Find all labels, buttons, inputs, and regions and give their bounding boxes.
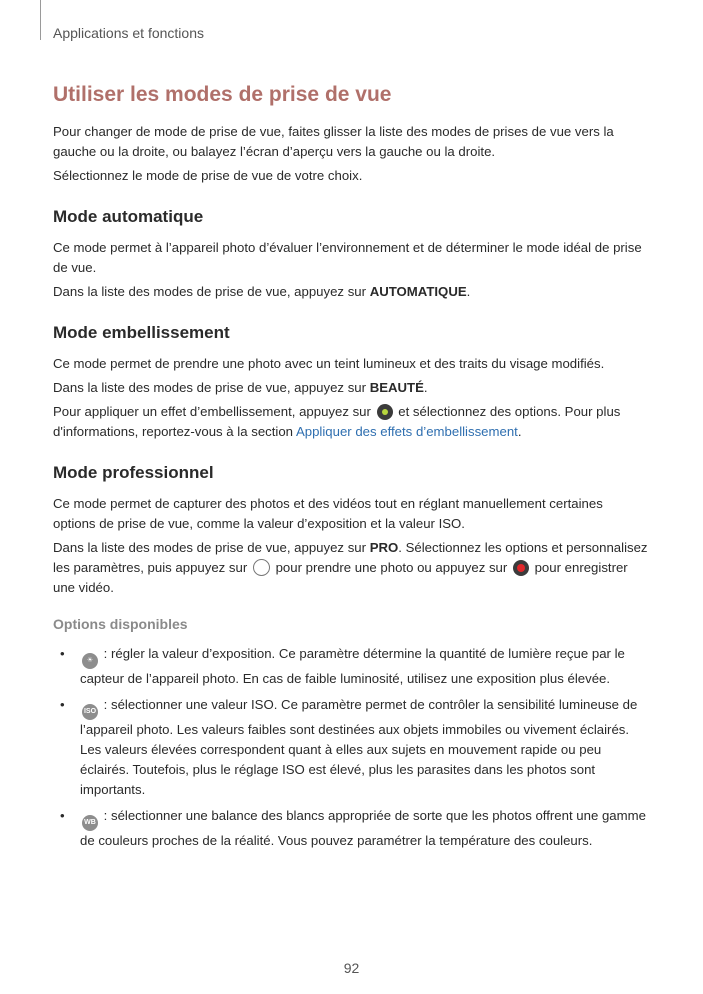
heading-available-options: Options disponibles xyxy=(53,616,188,632)
list-item: • ISO : sélectionner une valeur ISO. Ce paramètre permet de contrôler la sensibilité lumineuse de l’appareil photo. Les valeurs faibles sont destinées aux objets immobiles ou vivement éclairés. Les valeurs élevées correspondent quant à elles aux sujets en mouvement rapide ou peu éclairés. Toutefois, plus le réglage ISO est élevé, plus les parasites dans les photos sont importants. xyxy=(60,697,638,797)
running-header: Applications et fonctions xyxy=(53,25,204,41)
pro-paragraph-1: Ce mode permet de capturer des photos et des vidéos tout en réglant manuellement certaines options de prise de vue, comme la valeur d’exposition et la valeur ISO. xyxy=(53,496,603,531)
beauty-paragraph-1: Ce mode permet de prendre une photo avec un teint lumineux et des traits du visage modifiés. xyxy=(53,356,605,371)
pro-mode-label: PRO xyxy=(369,540,399,555)
iso-icon: ISO xyxy=(82,704,98,720)
auto-paragraph-2: Dans la liste des modes de prise de vue, appuyez sur AUTOMATIQUE. xyxy=(53,284,471,299)
beauty-effect-icon xyxy=(377,404,393,420)
auto-mode-label: AUTOMATIQUE xyxy=(369,284,467,299)
white-balance-icon: WB xyxy=(82,815,98,831)
intro-paragraph-2: Sélectionnez le mode de prise de vue de votre choix. xyxy=(53,168,363,183)
beauty-paragraph-2: Dans la liste des modes de prise de vue, appuyez sur BEAUTÉ. xyxy=(53,380,428,395)
page-content xyxy=(53,82,648,857)
exposure-icon: ☀ xyxy=(82,653,98,669)
options-list xyxy=(53,644,648,851)
page-number: 92 xyxy=(343,960,360,976)
beauty-paragraph-3: Pour appliquer un effet d’embellissement, appuyez sur et sélectionnez des options. Pour plus d'informations, reportez-vous à la section Appliquer des effets d’embellissement. xyxy=(53,404,621,439)
list-item: • WB : sélectionner une balance des blancs appropriée de sorte que les photos offrent une gamme de couleurs proches de la réalité. Vous pouvez paramétrer la température des couleurs. xyxy=(60,808,646,848)
heading-auto-mode: Mode automatique xyxy=(53,207,204,226)
list-item: • ☀ : régler la valeur d’exposition. Ce paramètre détermine la quantité de lumière reçue par le capteur de l’appareil photo. En cas de faible luminosité, utilisez une exposition plus élevée. xyxy=(60,646,625,686)
heading-pro-mode: Mode professionnel xyxy=(53,463,214,482)
intro-paragraph-1: Pour changer de mode de prise de vue, faites glisser la liste des modes de prises de vue vers la gauche ou la droite, ou balayez l’écran d’aperçu vers la gauche ou la droite. xyxy=(53,124,614,159)
auto-paragraph-1: Ce mode permet à l’appareil photo d’évaluer l’environnement et de déterminer le mode idéal de prise de vue. xyxy=(53,240,642,275)
page-edge-line xyxy=(40,0,41,40)
record-icon xyxy=(513,560,529,576)
capture-icon xyxy=(253,559,270,576)
pro-paragraph-2: Dans la liste des modes de prise de vue, appuyez sur PRO. Sélectionnez les options et personnalisez les paramètres, puis appuyez sur pour prendre une photo ou appuyez sur pour enregistrer une vidéo. xyxy=(53,540,648,595)
heading-beauty-mode: Mode embellissement xyxy=(53,323,230,342)
beauty-effects-link[interactable]: Appliquer des effets d’embellissement xyxy=(295,424,518,439)
beauty-mode-label: BEAUTÉ xyxy=(369,380,424,395)
page-title: Utiliser les modes de prise de vue xyxy=(53,83,392,106)
